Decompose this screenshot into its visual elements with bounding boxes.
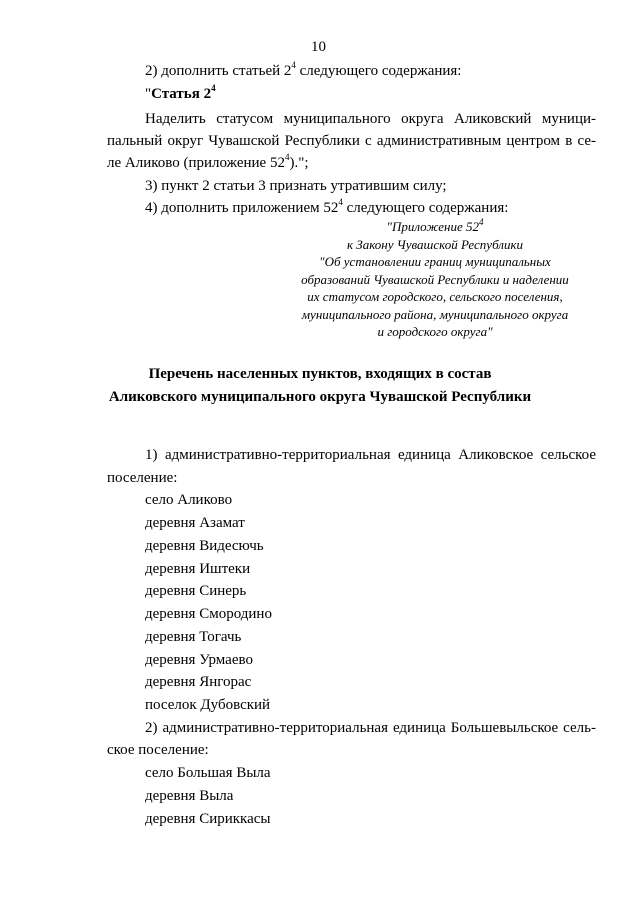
appendix-line-5: их статусом городского, сельского поселения, <box>307 289 563 304</box>
amendment-item-2-text-after: следующего содержания: <box>295 63 462 79</box>
unit-2-line-2: ское поселение: <box>107 742 209 758</box>
list-item: деревня Видесючь <box>145 538 264 554</box>
unit-1-line-2: поселение: <box>107 470 178 486</box>
appendix-line-1 <box>285 218 585 236</box>
list-item: село Аликово <box>145 492 233 508</box>
list-item: деревня Выла <box>145 788 234 804</box>
list-item: деревня Иштеки <box>145 561 251 577</box>
article-body-line-1: Наделить статусом муниципального округа Аликовский муници- <box>145 111 596 127</box>
list-item: деревня Сириккасы <box>145 811 271 827</box>
appendix-line-7: и городского округа" <box>377 324 493 339</box>
page-number: 10 <box>311 39 326 55</box>
list-item: поселок Дубовский <box>145 697 271 713</box>
appendix-line-6: муниципального района, муниципального округа <box>301 306 569 322</box>
list-heading-line-2: Аликовского муниципального округа Чувашской Республики <box>108 389 532 405</box>
list-item: село Большая Выла <box>145 765 271 781</box>
list-heading-line-1: Перечень населенных пунктов, входящих в состав <box>148 366 492 382</box>
article-title-text: Статья 2 <box>151 86 212 102</box>
article-title <box>145 85 216 103</box>
amendment-item-2-text: 2) дополнить статьей 2 <box>145 63 292 79</box>
superscript: 4 <box>284 152 290 162</box>
appendix-line-1-text: "Приложение 52 <box>386 219 479 234</box>
article-body-line-3-end: )."; <box>289 155 309 171</box>
list-item: деревня Янгорас <box>145 674 252 690</box>
list-item: деревня Азамат <box>145 515 245 531</box>
appendix-line-2: к Закону Чувашской Республики <box>346 236 524 252</box>
list-item: деревня Тогачь <box>145 629 242 645</box>
amendment-item-4 <box>145 199 508 217</box>
appendix-header <box>285 218 585 341</box>
list-item: деревня Смородино <box>145 606 272 622</box>
unit-2-line-1: 2) административно-территориальная единица Большевыльское сель- <box>145 720 596 736</box>
superscript: 4 <box>479 216 484 227</box>
amendment-item-4-text: 4) дополнить приложением 52 <box>145 200 339 216</box>
amendment-item-2 <box>145 62 461 80</box>
article-body-line-3-text: ле Аликово (приложение 52 <box>107 155 285 171</box>
list-item: деревня Синерь <box>145 583 247 599</box>
opening-quote: " <box>145 86 152 102</box>
article-body-line-2: пальный округ Чувашской Республики с административным центром в се- <box>107 133 596 149</box>
superscript: 4 <box>338 197 343 207</box>
superscript: 4 <box>211 83 216 93</box>
superscript: 4 <box>291 60 296 70</box>
article-body-line-3 <box>107 154 309 172</box>
appendix-line-3: "Об установлении границ муниципальных <box>319 254 551 269</box>
appendix-line-4: образований Чувашской Республики и наделении <box>301 271 569 287</box>
unit-1-line-1: 1) административно-территориальная единица Аликовское сельское <box>145 447 596 463</box>
amendment-item-3: 3) пункт 2 статьи 3 признать утратившим силу; <box>145 178 447 194</box>
list-item: деревня Урмаево <box>145 652 253 668</box>
amendment-item-4-text-after: следующего содержания: <box>342 200 509 216</box>
